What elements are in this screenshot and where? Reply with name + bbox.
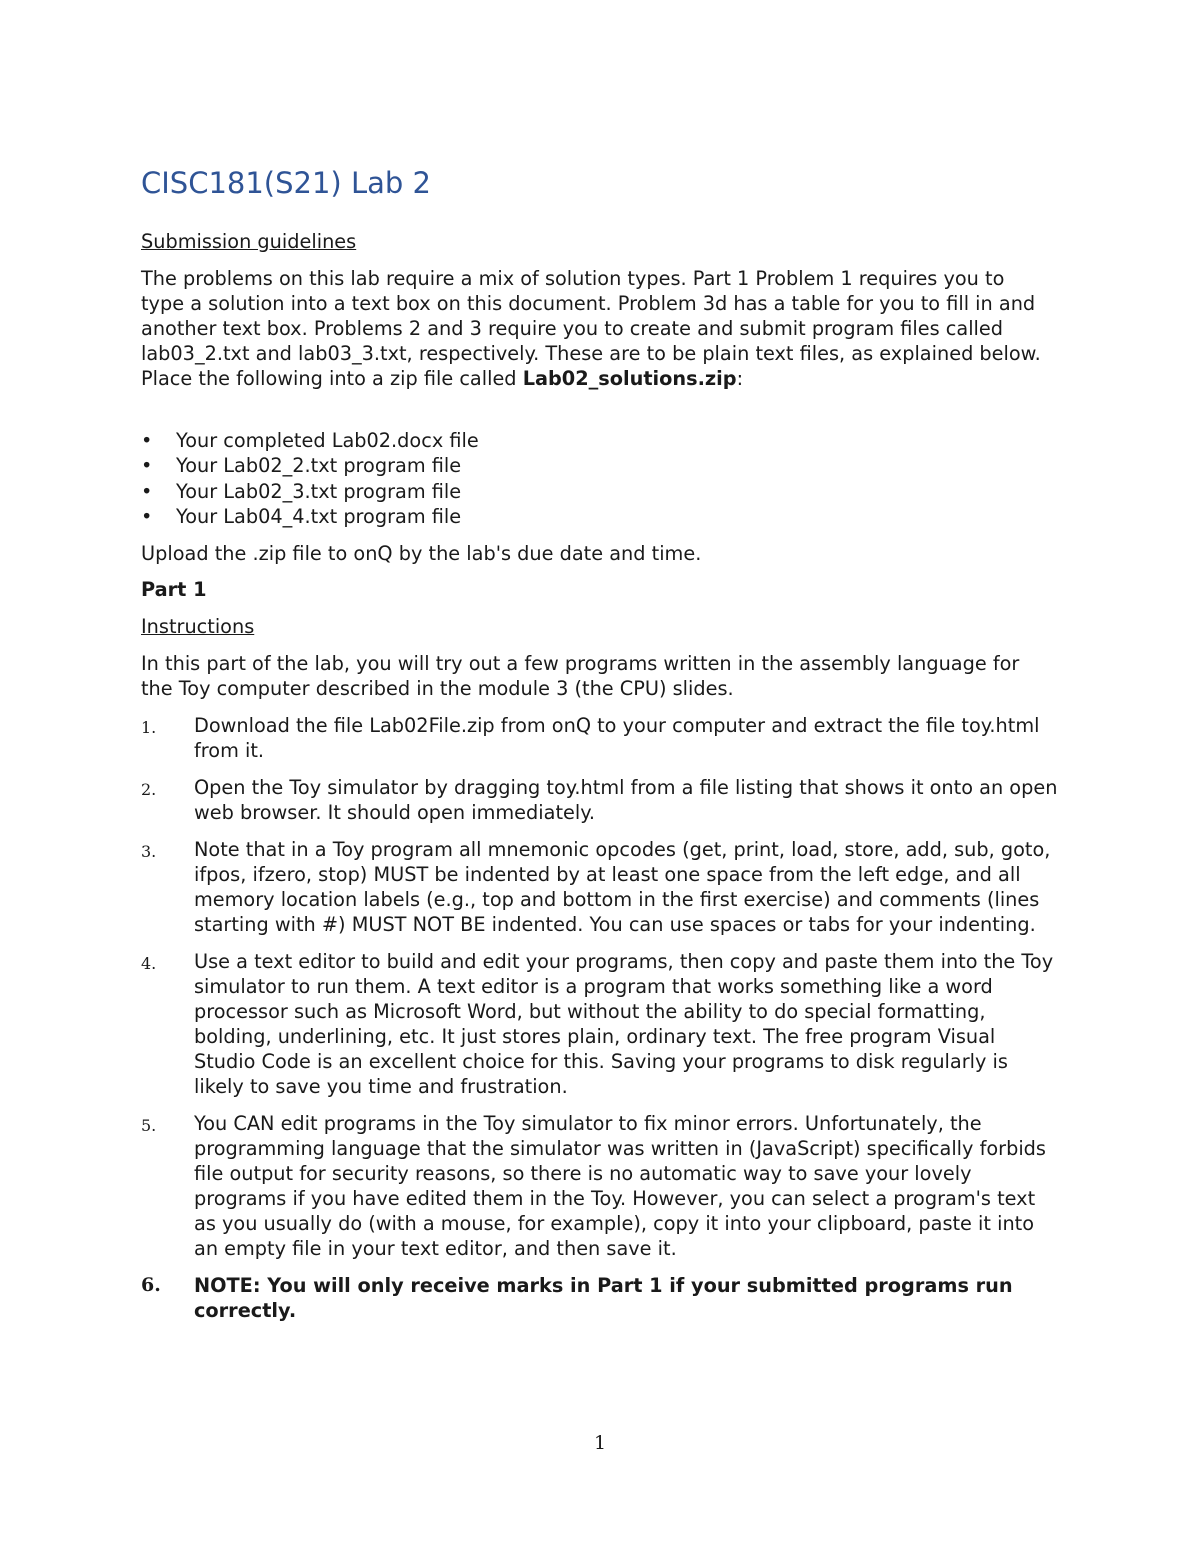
step-number: 1. (141, 718, 157, 737)
intro-paragraph (141, 266, 1041, 391)
step-text: Open the Toy simulator by dragging toy.html from a file listing that shows it onto an open web browser. It should open immediately. (194, 776, 1058, 824)
instruction-steps (141, 713, 1061, 1335)
step-text: Download the file Lab02File.zip from onQ to your computer and extract the file toy.html from it. (194, 714, 1040, 762)
step-text: Use a text editor to build and edit your programs, then copy and paste them into the Toy simulator to run them. A text editor is a program that works something like a word processor such as Microsoft Word, but without the ability to do special formatting, bolding, underlining, etc. It just stores plain, ordinary text. The free program Visual Studio Code is an excellent choice for this. Saving your programs to disk regularly is likely to save you time and frustration. (194, 950, 1054, 1098)
list-item-text: Your Lab02_3.txt program file (176, 479, 462, 503)
step-number: 5. (141, 1116, 157, 1135)
list-item-text: Your Lab04_4.txt program file (176, 504, 462, 528)
zip-filename: Lab02_solutions.zip (522, 367, 737, 390)
step-text: NOTE: You will only receive marks in Part 1 if your submitted programs run correctly. (194, 1274, 1013, 1322)
step-item (141, 837, 1061, 937)
step-item (141, 1273, 1061, 1323)
upload-note: Upload the .zip file to onQ by the lab's due date and time. (141, 542, 702, 565)
submission-list (141, 428, 479, 529)
part-intro-paragraph: In this part of the lab, you will try out a few programs written in the assembly language for the Toy computer described in the module 3 (the CPU) slides. (141, 652, 1020, 700)
list-item (141, 479, 479, 504)
step-number: 4. (141, 954, 157, 973)
bullet-icon: • (141, 454, 153, 478)
list-item (141, 453, 479, 478)
list-item (141, 428, 479, 453)
intro-colon: : (736, 367, 744, 390)
bullet-icon: • (141, 504, 153, 528)
step-item (141, 1111, 1061, 1261)
document-title: CISC181(S21) Lab 2 (141, 166, 431, 200)
bullet-icon: • (141, 479, 153, 503)
step-item (141, 775, 1061, 825)
submission-guidelines-heading: Submission guidelines (141, 230, 357, 253)
bullet-icon: • (141, 429, 153, 452)
list-item-text: Your Lab02_2.txt program file (176, 454, 462, 478)
page-number: 1 (593, 1432, 607, 1454)
step-item (141, 949, 1061, 1099)
list-item-text: Your completed Lab02.docx file (176, 429, 479, 452)
instructions-heading: Instructions (141, 615, 255, 638)
step-number: 6. (141, 1274, 161, 1296)
step-number: 3. (141, 842, 157, 861)
intro-lead-text: The problems on this lab require a mix of solution types. Part 1 Problem 1 requires you to type a solution into a text box on this document. Problem 3d has a table for you to fill in and another text box. Problems 2 and 3 require you to create and submit program files called lab03_2.txt and lab03_3.txt, respectively. These are to be plain text files, as explained below. Place the following into a zip file called (141, 267, 1041, 390)
part-heading: Part 1 (141, 578, 207, 601)
list-item (141, 504, 479, 529)
step-item (141, 713, 1061, 763)
step-text: You CAN edit programs in the Toy simulator to fix minor errors. Unfortunately, the programming language that the simulator was written in (JavaScript) specifically forbids file output for security reasons, so there is no automatic way to save your lovely programs if you have edited them in the Toy. However, you can select a program's text as you usually do (with a mouse, for example), copy it into your clipboard, paste it into an empty file in your text editor, and then save it. (194, 1112, 1046, 1260)
step-text: Note that in a Toy program all mnemonic opcodes (get, print, load, store, add, sub, goto, ifpos, ifzero, stop) MUST be indented by at least one space from the left edge, and all memory location labels (e.g., top and bottom in the first exercise) and comments (lines starting with #) MUST NOT BE indented. You can use spaces or tabs for your indenting. (194, 838, 1051, 936)
step-number: 2. (141, 780, 157, 799)
